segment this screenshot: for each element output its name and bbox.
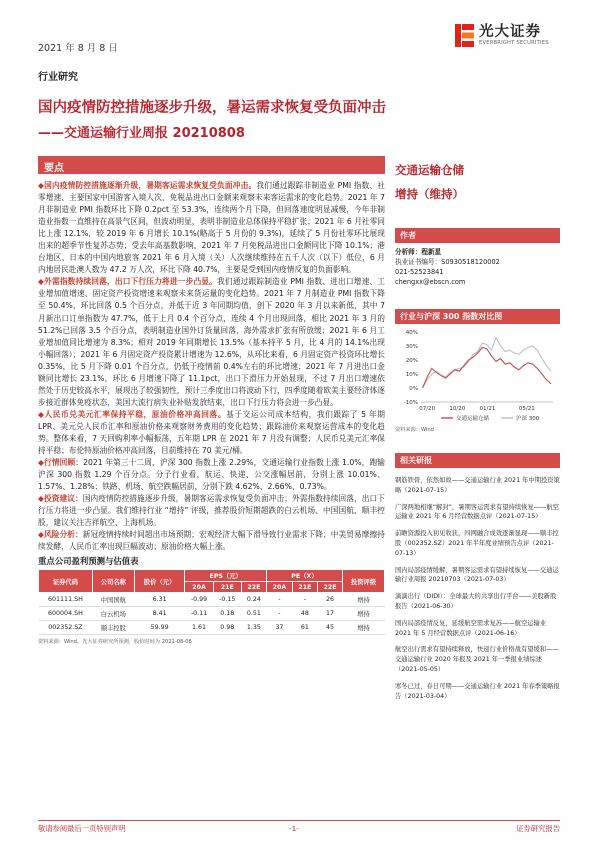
table-row: [39, 621, 385, 635]
paragraph-lead: 国内疫情防控措施逐渐升级，暑期客运需求恢复受负面冲击。: [44, 181, 257, 190]
table-row: [39, 607, 385, 621]
table-header: EPS（元）: [185, 570, 266, 582]
related-reports-header: 相关研报: [395, 453, 560, 468]
report-link[interactable]: 国内局部疫情反复，延缓航空需求复苏——航空运输业 2021 年 5 月经营数据点评（2021-06-16）: [395, 619, 547, 637]
analyst-cert: 执业证书编号：S0930518120002: [395, 258, 500, 266]
table-cell: 中国国航: [92, 593, 134, 607]
y-tick-label: 10%: [405, 372, 418, 378]
x-tick-label: 01/21: [479, 406, 496, 412]
paragraph-text: 基于交运公司成本结构，我们跟踪了 5 年期 LPR、美元兑人民币汇率和原油价格来观察财务费用的变化趋势；跟踪油价来观察运营成本的变化趋势。整体来看，7 天回购利率小幅振荡，五年期 LPR 在 2021 年 7 月没有调整；人民币兑美元汇率保持平稳；布伦特原油价格冲高回落，目前维持在 70 美元/桶。: [38, 409, 385, 456]
x-tick-label: 07/20: [419, 406, 436, 412]
report-link[interactable]: 寒冬已过，春日可期——交通运输行业 2021 年春季策略报告（2021-03-04）: [395, 682, 560, 700]
paragraph-lead: 人民币兑美元汇率保持平稳，原油价格冲高回落。: [44, 409, 227, 419]
table-subheader: 22E: [241, 582, 266, 593]
report-link[interactable]: 钢筋铁骨，依然如故——交通运输行业 2021 年中期投资策略（2021-07-15）: [395, 477, 560, 494]
bullet-icon: ◆: [38, 409, 45, 419]
brand-logo: [455, 24, 549, 47]
table-header: 证券代码: [39, 570, 93, 593]
table-cell: -: [292, 593, 317, 607]
series-line: [423, 347, 551, 388]
paragraph-passenger: [38, 180, 385, 276]
table-cell: 600004.SH: [39, 607, 93, 621]
table-header: 股价（元）: [134, 570, 185, 593]
y-tick-label: -10%: [403, 400, 418, 406]
y-tick-label: 20%: [405, 358, 418, 364]
table-cell: 17: [317, 607, 342, 621]
main-column: [38, 156, 385, 645]
report-date: 2021 年 8 月 8 日: [38, 43, 118, 54]
table-header: 投资评级: [343, 570, 385, 593]
bullet-icon: ◆: [38, 181, 45, 190]
table-cell: 增持: [343, 607, 385, 621]
paragraph-risk: [38, 529, 385, 553]
table-cell: 0.18: [213, 607, 241, 621]
bullet-icon: ◆: [38, 530, 44, 540]
report-link[interactable]: 前瞻资源投入初见收获，四网融合成效逐渐显现——顺丰控股（002352.SZ）2021 年半年度业绩预告点评（2021-07-13）: [395, 530, 559, 557]
chart-canvas: [395, 326, 560, 424]
analyst-phone: 021-52523841: [395, 268, 444, 276]
bullet-icon: ◆: [38, 277, 45, 287]
report-link[interactable]: 航空出行需求有望持续释放，快递行业价格战有望缓和——交通运输行业 2020 年报及 2021 年一季报业绩综述（2021-05-05）: [395, 646, 559, 673]
index-chart: [395, 309, 560, 433]
report-subtitle: ——交通运输行业周报 20210808: [38, 126, 245, 141]
paragraph-text: 我们通过跟踪制造业 PMI 指数、进出口增速、工业增加值增速、固定资产投资增速来观察未来货运量的变化趋势。2021 年 7 月制造业 PMI 指数下降至 50.4%，环比回落 0.5 个百分点，并低于近 3 年同期均值，创下 2020 年 3 月以来新低，其中 7 月新出口订单指数为 47.7%，低于上月 0.4 个百分点，连续 4 个月出现回落，相比 2021 年 3 月的 51.2%已回落 3.5 个百分点，表明制造业国外订货量回落，海外需求扩张有所放缓；2021 年 6 月工业增加值同比增速为 8.3%；相对 2019 年同期增长 13.5%（基本持平 5 月，比 4 月的 14.1%出现小幅回落）；2021 年 6 月固定资产投资累计增速为 12.6%，从环比来看，6 月固定资产投资环比增长 0.35%，比 5 月下降 0.01 个百分点，仍低于疫情前 0.4%左右的环比增速；2021 年 7 月进出口金额同比增长 23.1%，环比 6 月增速下降了 11.1pct，出口下滑压力开始显现，不过 7 月出口增速依然处于历史较高水平，展现出了较强韧性，预计三季度出口将波动下行，四季度随着欧美主要经济体逐步接近群体免疫状态，美国大流行病失业补贴发放结束，出口下行压力将会进一步凸显。: [38, 277, 385, 407]
table-cell: 0.98: [213, 621, 241, 635]
bullet-icon: ◆: [38, 494, 44, 504]
paragraph-text: 国内疫情防控措施逐步升级，暑期客运需求恢复受负面冲击；外需指数持续回落，出口下行压力将进一步凸显。我们维持行业 “增持” 评级，推荐股价短期超跌的白云机场、中国国航，顺丰控股，建议关注吉祥航空、上海机场。: [38, 494, 385, 528]
table-cell: 0.51: [241, 607, 266, 621]
earnings-table: [38, 569, 385, 635]
table-row: [39, 593, 385, 607]
table-header: PE（X）: [266, 570, 342, 582]
table-cell: 45: [317, 621, 342, 635]
table-cell: 601111.SH: [39, 593, 93, 607]
paragraph-text: 2021 年第三十二周，沪深 300 指数上涨 2.29%，交通运输行业指数上涨 1.0%，跑输沪深 300 指数 1.29 个百分点。分子行业看，航运、快递、公交涨幅居前，分别上涨 10.01%、1.57%、1.28%；铁路、机场、航空跌幅居前，分别下跌 4.62%、2.66%、0.73%。: [38, 458, 385, 492]
key-points-body: [38, 180, 385, 553]
footer-divider: [38, 820, 560, 821]
table-cell: -: [266, 607, 292, 621]
industry-name: 交通运输仓储: [395, 163, 464, 177]
paragraph-market-review: [38, 457, 385, 493]
series-line: [423, 338, 551, 388]
table-cell: 增持: [343, 621, 385, 635]
table-subheader: 21E: [213, 582, 241, 593]
table-cell: 26: [317, 593, 342, 607]
table-subheader: 20A: [266, 582, 292, 593]
table-cell: 48: [292, 607, 317, 621]
report-category: 行业研究: [38, 72, 78, 83]
table-cell: -0.11: [185, 607, 213, 621]
page-number: -1-: [289, 824, 299, 833]
table-cell: -0.15: [213, 593, 241, 607]
paragraph-lead: 投资建议：: [43, 494, 83, 504]
table-cell: -: [266, 593, 292, 607]
logo-subtext: EVERBRIGHT SECURITIES: [479, 39, 549, 46]
footer-disclaimer: 敬请参阅最后一页特别声明: [38, 824, 126, 833]
table-subheader: 22E: [317, 582, 342, 593]
paragraph-lead: 行情回顾：: [44, 458, 84, 468]
paragraph-lead: 风险分析：: [43, 530, 83, 540]
legend-label: 交通运输仓储: [456, 416, 490, 422]
table-cell: -0.99: [185, 593, 213, 607]
table-cell: 59.99: [134, 621, 185, 635]
report-link[interactable]: 广深两地相继“解封”，暑期客运需求有望持续恢复——航空运输业 2021 年 6 月经营数据点评（2021-07-15）: [395, 503, 559, 521]
paragraph-lead: 外需指数持续回落，出口下行压力将进一步凸显。: [44, 277, 218, 287]
author-header: 作者: [395, 228, 560, 243]
legend-label: 沪深 300: [516, 416, 540, 422]
related-reports-list: [395, 476, 560, 701]
key-points-header: 要点: [38, 156, 385, 174]
analyst-label: 分析师：: [395, 248, 422, 256]
x-tick-label: 10/20: [449, 406, 466, 412]
logo-mark-icon: [455, 24, 474, 47]
industry-rating: 增持（维持）: [395, 187, 464, 201]
paragraph-freight: [38, 276, 385, 409]
table-cell: 37: [266, 621, 292, 635]
y-tick-label: 30%: [405, 344, 418, 350]
chart-header: 行业与沪深 300 指数对比图: [395, 309, 560, 324]
y-tick-label: 0%: [409, 386, 418, 392]
table-cell: 顺丰控股: [92, 621, 134, 635]
table-source: 资料来源：Wind，光大证券研究所预测，股价时间为 2021-08-06: [38, 639, 192, 646]
chart-source: 资料来源：Wind: [395, 427, 434, 433]
table-cell: 8.41: [134, 607, 185, 621]
bullet-icon: ◆: [38, 458, 45, 468]
table-title: 重点公司盈利预测与估值表: [38, 556, 139, 567]
table-subheader: 21E: [292, 582, 317, 593]
analyst-email: chengxx@ebscn.com: [395, 278, 466, 286]
table-cell: 0.24: [241, 593, 266, 607]
table-subheader: 20A: [185, 582, 213, 593]
x-tick-label: 05/21: [518, 406, 535, 412]
table-cell: 6.31: [134, 593, 185, 607]
paragraph-investment: [38, 493, 385, 529]
paragraph-text: 新冠疫情持续时间超出市场预期；宏观经济大幅下滑导致行业需求下降；中美贸易摩擦持续发酵，人民币汇率出现巨幅波动；原油价格大幅上涨。: [38, 530, 385, 552]
logo-text: 光大证券: [479, 23, 541, 40]
table-cell: 增持: [343, 593, 385, 607]
table-header: 公司名称: [92, 570, 134, 593]
y-tick-label: 40%: [405, 330, 418, 336]
paragraph-text: 我们通过跟踪非制造业 PMI 指数、社零增速、主要国家中国游客入境人次、免税品进出口金额来观察未来客运需求的变化趋势。2021 年 7 月非制造业 PMI 指数环比下降 0.2pct 至 53.3%，连续两个月下降，但回落速度明显减慢，今年非制造业指数一直维持在高景气区间，但波动明显，表明非制造业总体保持平稳扩张；2021 年 6 月社零同比上涨 12.1%，较 2019 年 6 月增长 10.1%(略高于 5 月份的 9.3%)，延续了 5 月份社零环比展现出来的超季节性复苏态势；受去年高基数影响，2021 年 7 月免税品进出口金额同比下降 10.1%；港台地区、日本的中国内地旅客 2021 年 6 月入境（关）人次继续维持在五千人次（以下）低位，6 月内地居民赴澳人数为 47.2 万人次，环比下降 40.7%，主要是受到国内疫情反复的负面影响。: [38, 181, 385, 275]
table-cell: 白云机场: [92, 607, 134, 621]
report-link[interactable]: 国内局部疫情缓解，暑期客运需求有望持续恢复——交通运输行业周报 20210703（2021-07-03）: [395, 566, 559, 584]
footer-label: 证券研究报告: [516, 824, 560, 833]
report-link[interactable]: 滴滴出行（DIDI）：全球最大的共享出行平台——美股新股报告（2021-06-30）: [395, 593, 557, 610]
paragraph-fx-oil: [38, 409, 385, 457]
table-cell: 002352.SZ: [39, 621, 93, 635]
report-title: 国内疫情防控措施逐步升级，暑运需求恢复受负面冲击: [38, 100, 386, 116]
sidebar: [395, 156, 560, 701]
table-cell: 1.61: [185, 621, 213, 635]
table-cell: 1.35: [241, 621, 266, 635]
author-info: [395, 247, 560, 287]
analyst-name: 程新星: [421, 248, 442, 256]
table-cell: 61: [292, 621, 317, 635]
